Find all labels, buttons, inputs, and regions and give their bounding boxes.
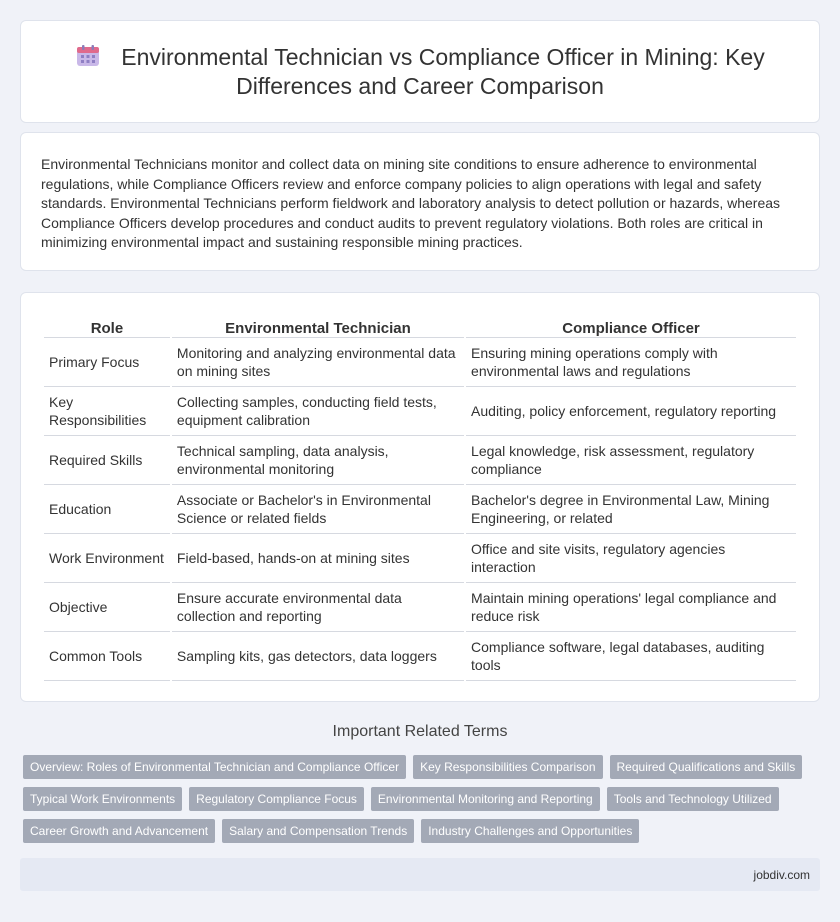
- row-label: Common Tools: [44, 632, 170, 681]
- table-row: [44, 387, 796, 436]
- table-row: [44, 583, 796, 632]
- table-header-row: [44, 314, 796, 338]
- row-label: Key Responsibilities: [44, 387, 170, 436]
- tag-row: [23, 755, 823, 779]
- technician-cell: Ensure accurate environmental data collection and reporting: [172, 583, 464, 632]
- page-title: Environmental Technician vs Compliance Officer in Mining: Key Differences and Career Comparison: [121, 44, 765, 99]
- table-row: [44, 534, 796, 583]
- related-term-tag[interactable]: Regulatory Compliance Focus: [189, 787, 364, 811]
- related-term-tag[interactable]: Key Responsibilities Comparison: [413, 755, 602, 779]
- calendar-icon: [75, 44, 101, 68]
- table-row: [44, 632, 796, 681]
- column-header-role: Role: [44, 314, 170, 338]
- comparison-table: [42, 314, 798, 681]
- column-header-compliance-officer: Compliance Officer: [466, 314, 796, 338]
- officer-cell: Legal knowledge, risk assessment, regulatory compliance: [466, 436, 796, 485]
- intro-paragraph: Environmental Technicians monitor and collect data on mining site conditions to ensure adherence to environmental regulations, while Compliance Officers review and enforce company policies to align operations with legal and safety standards. Environmental Technicians perform fieldwork and laboratory analysis to detect pollution or hazards, whereas Compliance Officers develop procedures and conduct audits to prevent regulatory violations. Both roles are critical in minimizing environmental impact and sustaining responsible mining practices.: [41, 156, 781, 250]
- related-terms-tags: [23, 755, 823, 851]
- officer-cell: Office and site visits, regulatory agencies interaction: [466, 534, 796, 583]
- related-term-tag[interactable]: Required Qualifications and Skills: [610, 755, 803, 779]
- row-label: Work Environment: [44, 534, 170, 583]
- table-row: [44, 338, 796, 387]
- table-row: [44, 436, 796, 485]
- related-term-tag[interactable]: Environmental Monitoring and Reporting: [371, 787, 600, 811]
- related-term-tag[interactable]: Overview: Roles of Environmental Technician and Compliance Officer: [23, 755, 406, 779]
- technician-cell: Technical sampling, data analysis, environmental monitoring: [172, 436, 464, 485]
- related-term-tag[interactable]: Typical Work Environments: [23, 787, 182, 811]
- related-term-tag[interactable]: Career Growth and Advancement: [23, 819, 215, 843]
- footer-bar: [20, 858, 820, 891]
- page-title-wrap: [61, 43, 779, 101]
- officer-cell: Ensuring mining operations comply with environmental laws and regulations: [466, 338, 796, 387]
- title-card: [20, 20, 820, 123]
- intro-card: [20, 132, 820, 271]
- technician-cell: Associate or Bachelor's in Environmental Science or related fields: [172, 485, 464, 534]
- related-term-tag[interactable]: Industry Challenges and Opportunities: [421, 819, 639, 843]
- table-row: [44, 485, 796, 534]
- row-label: Required Skills: [44, 436, 170, 485]
- comparison-card: [20, 292, 820, 702]
- technician-cell: Collecting samples, conducting field tests, equipment calibration: [172, 387, 464, 436]
- column-header-environmental-technician: Environmental Technician: [172, 314, 464, 338]
- row-label: Objective: [44, 583, 170, 632]
- officer-cell: Compliance software, legal databases, auditing tools: [466, 632, 796, 681]
- row-label: Education: [44, 485, 170, 534]
- officer-cell: Maintain mining operations' legal compliance and reduce risk: [466, 583, 796, 632]
- tag-row: [23, 819, 823, 843]
- technician-cell: Sampling kits, gas detectors, data loggers: [172, 632, 464, 681]
- footer-site-link[interactable]: jobdiv.com: [753, 868, 810, 882]
- row-label: Primary Focus: [44, 338, 170, 387]
- related-terms-heading: Important Related Terms: [332, 723, 508, 740]
- technician-cell: Field-based, hands-on at mining sites: [172, 534, 464, 583]
- tag-row: [23, 787, 823, 811]
- officer-cell: Auditing, policy enforcement, regulatory reporting: [466, 387, 796, 436]
- related-term-tag[interactable]: Salary and Compensation Trends: [222, 819, 414, 843]
- officer-cell: Bachelor's degree in Environmental Law, Mining Engineering, or related: [466, 485, 796, 534]
- related-term-tag[interactable]: Tools and Technology Utilized: [607, 787, 779, 811]
- technician-cell: Monitoring and analyzing environmental data on mining sites: [172, 338, 464, 387]
